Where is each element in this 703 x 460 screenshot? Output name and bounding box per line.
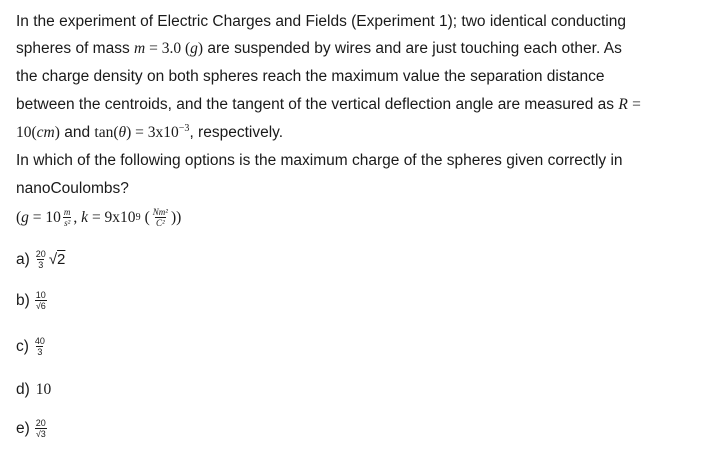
gram-unit: g — [190, 40, 198, 57]
text-fragment: , respectively. — [189, 124, 284, 141]
option-label: b) — [16, 291, 30, 309]
option-label: c) — [16, 337, 29, 355]
tan-value: ) = 3x10 — [126, 124, 179, 141]
option-c[interactable] — [16, 336, 48, 357]
fraction-denominator: C² — [155, 218, 165, 228]
text-fragment: and — [59, 124, 95, 141]
sqrt-radicand: 6 — [40, 301, 46, 311]
fraction-denominator: 3 — [37, 347, 43, 357]
fraction-denominator: 3 — [38, 260, 44, 270]
fraction-denominator: s² — [64, 218, 71, 228]
sqrt-radicand: 3 — [40, 429, 46, 439]
question-line-7: nanoCoulombs? — [16, 180, 129, 197]
option-e[interactable] — [16, 418, 49, 439]
option-label: a) — [16, 250, 30, 268]
option-value: 10 — [35, 381, 52, 398]
paren-close: ) — [197, 40, 204, 57]
option-label: d) — [16, 381, 30, 398]
option-a[interactable] — [16, 249, 65, 270]
tan-exponent: −3 — [178, 123, 190, 134]
separation-value: 10( — [16, 124, 37, 141]
question-line-2 — [16, 40, 622, 58]
question-line-1: In the experiment of Electric Charges and Fields (Experiment 1); two identical conducting — [16, 13, 626, 30]
gravity-variable: g — [21, 208, 29, 226]
option-b[interactable] — [16, 290, 49, 311]
coulomb-constant-variable: k — [81, 208, 89, 226]
equals-sign: = — [632, 96, 641, 113]
sqrt-symbol: √ — [35, 301, 41, 311]
question-line-3: the charge density on both spheres reach the maximum value the separation distance — [16, 68, 605, 85]
cm-unit: cm — [36, 124, 55, 141]
separation-variable: R — [618, 96, 628, 113]
fraction-denominator — [35, 300, 47, 311]
mass-variable: m — [134, 40, 146, 57]
option-d[interactable] — [16, 381, 51, 399]
fraction-numerator: 10 — [35, 290, 46, 300]
fraction-numerator: m — [63, 207, 71, 217]
fraction-numerator: 20 — [35, 249, 46, 259]
question-line-4 — [16, 96, 641, 114]
comma: , — [73, 208, 82, 226]
sqrt-symbol: √ — [35, 429, 41, 439]
gravity-unit-fraction — [63, 207, 72, 228]
question-line-6: In which of the following options is the maximum charge of the spheres given correctly in — [16, 152, 623, 169]
paren-close: ) — [170, 208, 177, 226]
coulomb-unit-fraction — [152, 207, 169, 228]
given-constants: ( g = 10 $\frac{m}{\text{s²}}$ , k = 9x10 9 ( $\frac{\text{Nm²}}{\text{C²}}$ ) ) — [16, 207, 182, 228]
option-fraction — [35, 418, 47, 439]
gravity-value: = 10 — [28, 208, 61, 226]
text-fragment: are suspended by wires and are just touching each other. As — [203, 40, 622, 57]
theta-symbol: θ — [118, 124, 127, 141]
fraction-numerator: 40 — [34, 336, 45, 346]
sqrt-radicand: 2 — [57, 251, 66, 268]
option-sqrt — [49, 251, 66, 268]
option-label: e) — [16, 419, 30, 437]
sqrt-symbol: √ — [48, 251, 58, 268]
tan-function: tan( — [94, 124, 119, 141]
question-line-5 — [16, 124, 283, 142]
paren-close: ) — [54, 124, 60, 141]
coulomb-constant-value: = 9x10 — [88, 208, 136, 226]
paren-open: ( — [16, 208, 22, 226]
fraction-numerator: Nm² — [152, 207, 168, 217]
fraction-numerator: 20 — [35, 418, 46, 428]
paren-close: ) — [176, 208, 182, 226]
option-fraction — [34, 336, 46, 357]
option-fraction — [35, 290, 47, 311]
paren-open: ( — [144, 208, 150, 226]
option-fraction — [35, 249, 47, 270]
fraction-denominator — [35, 428, 47, 439]
text-fragment: spheres of mass — [16, 40, 130, 57]
mass-value: = 3.0 ( — [145, 40, 191, 57]
text-fragment: between the centroids, and the tangent of the vertical deflection angle are measured as — [16, 96, 614, 113]
